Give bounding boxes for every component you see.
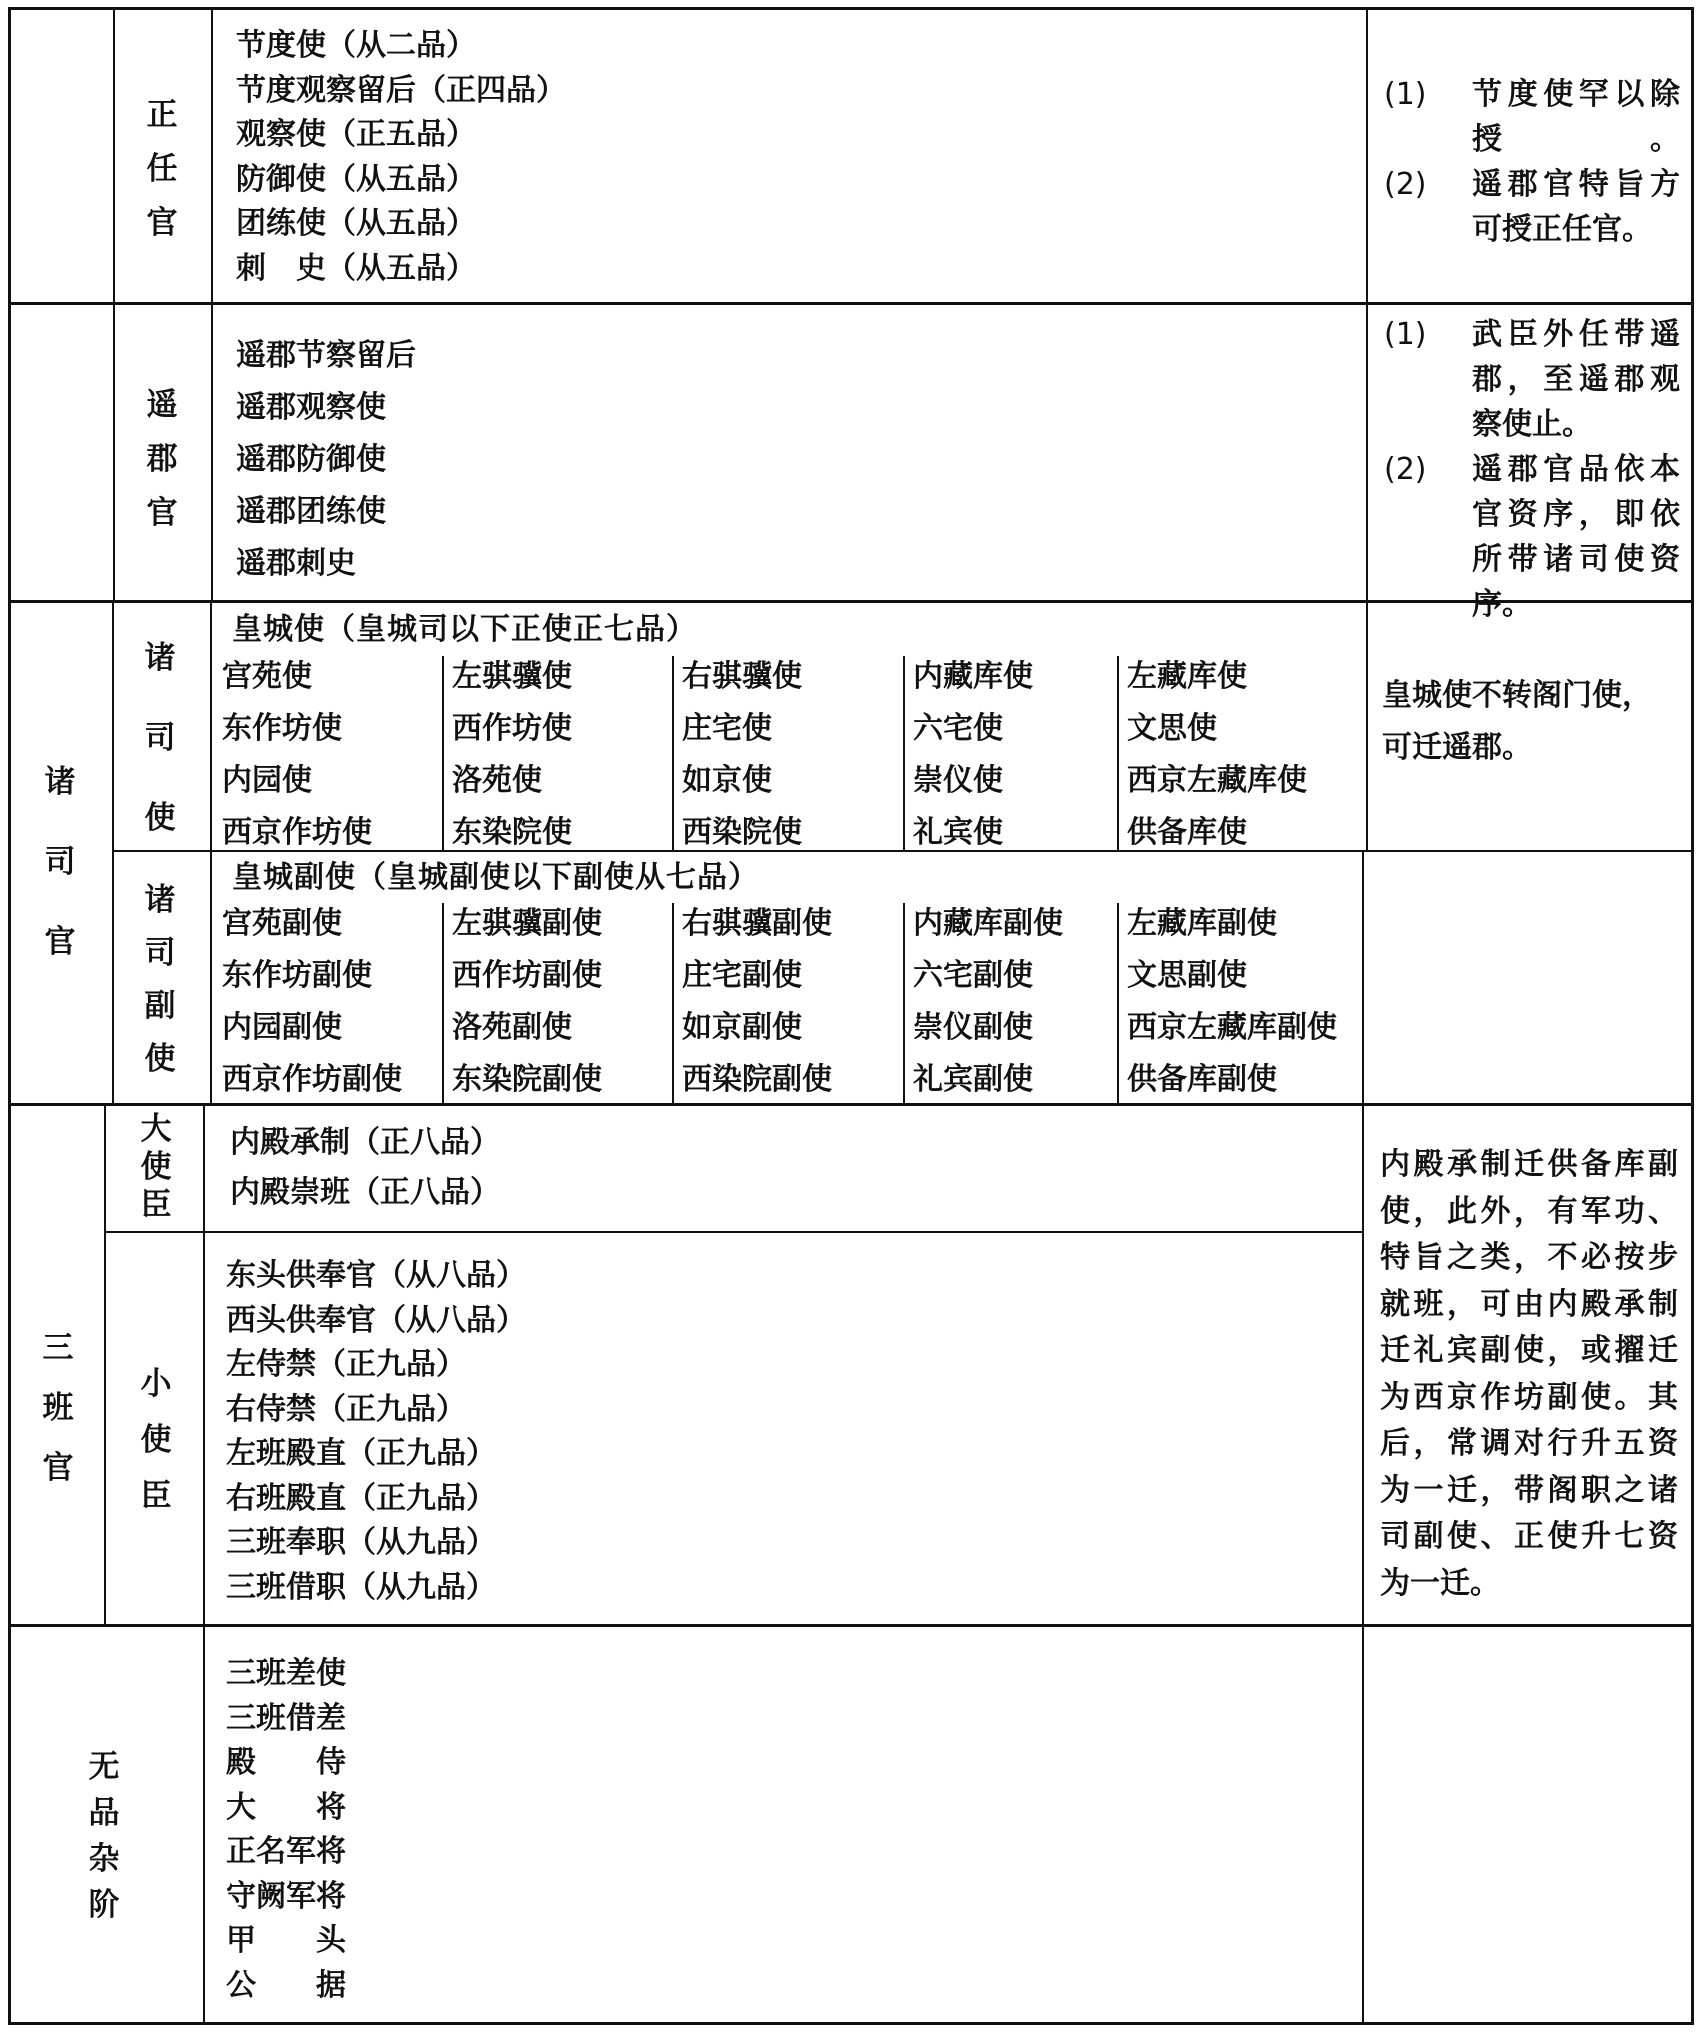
grid-cell: 内园使	[222, 763, 312, 798]
list-item: 三班奉职（从九品）	[226, 1525, 496, 1560]
col-line-1c	[104, 1103, 106, 1624]
label-char: 诸	[144, 640, 176, 676]
grid-cell: 六宅副使	[913, 958, 1033, 993]
note-number: (2)	[1384, 167, 1427, 202]
note-text: 遥郡官品依本官资序，即依所带诸司使资序。	[1472, 452, 1680, 622]
label-char: 小	[140, 1366, 172, 1402]
note-text: 节度使罕以除授。	[1472, 77, 1680, 157]
note-item	[1384, 312, 1680, 447]
label-xiaoshichen	[134, 1356, 178, 1524]
label-char: 官	[146, 495, 178, 531]
list-item: 内殿崇班（正八品）	[230, 1175, 500, 1210]
grid-cell: 如京使	[682, 763, 772, 798]
list-item: 观察使（正五品）	[236, 117, 476, 152]
table-border-top	[8, 7, 1694, 10]
label-char: 使	[144, 800, 176, 836]
zhusifushi-header: 皇城副使（皇城副使以下副使从七品）	[232, 860, 759, 895]
list-item: 殿 侍	[226, 1745, 346, 1780]
list-item: 防御使（从五品）	[236, 161, 476, 197]
label-zhushishi	[138, 618, 182, 858]
list-item: 内殿承制（正八品）	[230, 1125, 500, 1160]
list-item: 团练使（从五品）	[236, 206, 476, 241]
label-zhusi	[38, 742, 82, 982]
list-item: 三班借差	[226, 1700, 346, 1736]
xiaoshichen-list	[226, 1254, 526, 1610]
grid-cell: 崇仪使	[913, 763, 1003, 798]
label-wupin	[82, 1744, 126, 1928]
col-line-2c	[203, 1103, 205, 2025]
grid-cell: 供备库副使	[1127, 1062, 1277, 1097]
grid-cell: 礼宾使	[913, 815, 1003, 850]
label-char: 官	[146, 205, 178, 241]
grid-cell: 左藏库使	[1127, 659, 1247, 694]
list-item: 遥郡刺史	[236, 546, 356, 581]
grid-cell: 宫苑使	[222, 659, 312, 694]
label-char: 臣	[140, 1478, 172, 1514]
note-number: (1)	[1384, 317, 1427, 352]
note-number: (1)	[1384, 77, 1427, 112]
list-item: 正名军将	[226, 1834, 346, 1869]
note-col-line-b	[1362, 850, 1364, 2025]
list-item: 左班殿直（正九品）	[226, 1436, 496, 1471]
grid-cell: 东作坊副使	[222, 958, 372, 993]
grid-cell: 礼宾副使	[913, 1062, 1033, 1097]
yaojun-notes	[1384, 312, 1680, 627]
label-char: 使	[144, 1041, 176, 1077]
grid-cell: 西作坊使	[452, 711, 572, 746]
grid-cell: 右骐骥副使	[682, 906, 832, 941]
grid-cell: 左骐骥使	[452, 659, 572, 694]
note-col-line-a	[1366, 7, 1368, 852]
label-char: 郡	[146, 441, 178, 477]
label-char: 诸	[144, 882, 176, 918]
grid-cell: 内藏库使	[913, 659, 1033, 694]
note-item	[1384, 162, 1680, 252]
list-item: 左侍禁（正九品）	[226, 1347, 466, 1382]
label-char: 司	[144, 720, 176, 756]
label-sanban	[36, 1318, 80, 1498]
grid-cell: 庄宅副使	[682, 958, 802, 993]
zhusifushi-grid	[212, 898, 1357, 1106]
zhengren-notes	[1384, 72, 1680, 252]
sanban-note: 内殿承制迁供备库副使，此外，有军功、特旨之类，不必按步就班，可由内殿承制迁礼宾副使，或擢迁为西京作坊副使。其后，常调对行升五资为一迁，带阁职之诸司副使、正使升七资为一迁。	[1380, 1147, 1678, 1601]
list-item: 西头供奉官（从八品）	[226, 1302, 526, 1338]
dashichen-list	[230, 1118, 500, 1218]
grid-cell: 西京作坊使	[222, 815, 372, 850]
list-item: 三班借职（从九品）	[226, 1569, 496, 1605]
list-item: 右班殿直（正九品）	[226, 1480, 496, 1516]
grid-cell: 西作坊副使	[452, 958, 602, 993]
label-char: 使	[140, 1422, 172, 1458]
label-char: 司	[144, 935, 176, 971]
label-dashichen	[134, 1110, 178, 1224]
grid-cell: 洛苑副使	[452, 1010, 572, 1045]
list-item: 右侍禁（正九品）	[226, 1391, 466, 1427]
grid-cell: 宫苑副使	[222, 906, 342, 941]
grid-cell: 内园副使	[222, 1010, 342, 1045]
list-item: 遥郡防御使	[236, 442, 386, 477]
grid-cell: 东染院使	[452, 815, 572, 850]
label-char: 阶	[88, 1887, 120, 1923]
list-item: 公 据	[226, 1967, 346, 2003]
note-number: (2)	[1384, 452, 1427, 487]
grid-cell: 西染院使	[682, 815, 802, 850]
grid-cell: 西京左藏库副使	[1127, 1010, 1337, 1045]
label-char: 司	[44, 844, 76, 880]
grid-cell: 西京左藏库使	[1127, 763, 1307, 798]
label-char: 诸	[44, 764, 76, 800]
label-char: 品	[88, 1795, 120, 1831]
grid-cell: 庄宅使	[682, 711, 772, 746]
grid-cell: 洛苑使	[452, 763, 542, 798]
list-item: 遥郡观察使	[236, 390, 386, 425]
row-line-1	[8, 302, 1694, 305]
wupin-list	[226, 1652, 346, 2008]
list-item: 大 将	[226, 1789, 346, 1825]
list-item: 刺 史（从五品）	[236, 250, 476, 286]
label-char: 班	[42, 1390, 74, 1426]
note-item	[1384, 447, 1680, 627]
label-yaojun	[140, 378, 184, 540]
label-char: 官	[42, 1450, 74, 1486]
label-char: 臣	[140, 1187, 172, 1223]
label-char: 任	[146, 151, 178, 187]
grid-cell: 内藏库副使	[913, 906, 1063, 941]
zhushishi-grid	[212, 651, 1357, 859]
list-item: 甲 头	[226, 1923, 346, 1958]
grid-cell: 西京作坊副使	[222, 1062, 402, 1097]
list-item: 三班差使	[226, 1656, 346, 1691]
note-item	[1384, 72, 1680, 162]
zhengren-list	[236, 24, 566, 291]
grid-cell: 供备库使	[1127, 815, 1247, 850]
label-char: 大	[140, 1111, 172, 1147]
label-char: 官	[44, 924, 76, 960]
zhushishi-header: 皇城使（皇城司以下正使正七品）	[232, 612, 697, 647]
label-zhusifushi	[138, 874, 182, 1086]
label-char: 遥	[146, 387, 178, 423]
grid-cell: 文思使	[1127, 711, 1217, 746]
list-item: 遥郡团练使	[236, 494, 386, 529]
grid-cell: 左骐骥副使	[452, 906, 602, 941]
yaojun-list	[236, 330, 416, 590]
label-char: 三	[42, 1330, 74, 1366]
table-border-bottom	[8, 2022, 1694, 2025]
table-border-right	[1691, 7, 1694, 2025]
grid-cell: 崇仪副使	[913, 1010, 1033, 1045]
list-item: 遥郡节察留后	[236, 338, 416, 373]
label-char: 副	[144, 988, 176, 1024]
row-line-5	[104, 1231, 1364, 1233]
zhushishi-note: 皇城使不转阁门使，可迁遥郡。	[1382, 678, 1652, 765]
label-char: 杂	[88, 1841, 120, 1877]
grid-cell: 六宅使	[913, 711, 1003, 746]
grid-cell: 右骐骥使	[682, 659, 802, 694]
list-item: 守阙军将	[226, 1878, 346, 1914]
label-zhengren	[140, 88, 184, 250]
note-text: 遥郡官特旨方可授正任官。	[1472, 167, 1680, 247]
grid-cell: 左藏库副使	[1127, 906, 1277, 941]
label-char: 正	[146, 97, 178, 133]
row-line-6	[8, 1624, 1694, 1627]
note-text: 武臣外任带遥郡，至遥郡观察使止。	[1472, 317, 1680, 442]
table-border-left	[8, 7, 11, 2025]
list-item: 节度使（从二品）	[236, 28, 476, 63]
grid-cell: 东作坊使	[222, 711, 342, 746]
grid-cell: 文思副使	[1127, 958, 1247, 993]
grid-cell: 西染院副使	[682, 1062, 832, 1097]
col-line-1b	[112, 600, 114, 1105]
label-char: 无	[88, 1749, 120, 1785]
list-item: 东头供奉官（从八品）	[226, 1258, 526, 1293]
list-item: 节度观察留后（正四品）	[236, 72, 566, 108]
grid-cell: 如京副使	[682, 1010, 802, 1045]
grid-cell: 东染院副使	[452, 1062, 602, 1097]
label-char: 使	[140, 1149, 172, 1185]
